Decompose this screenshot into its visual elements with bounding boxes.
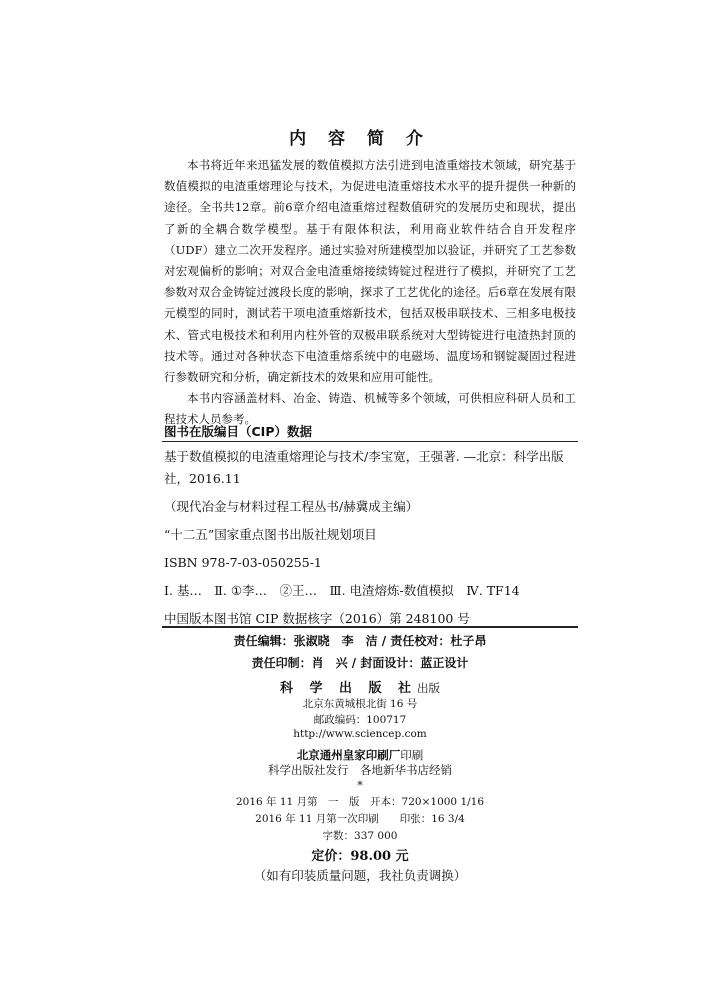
summary-paragraph-2: 本书内容涵盖材料、冶金、铸造、机械等多个领域，可供相应科研人员和工程技术人员参考。 bbox=[164, 391, 576, 427]
word-count: 字数：337 000 bbox=[322, 830, 398, 842]
publisher-name: 科 学 出 版 社 bbox=[279, 681, 418, 696]
staff-line-1: 责任编辑：张淑晓 李 洁 / 责任校对：杜子昂 bbox=[233, 634, 487, 648]
cip-number: 中国版本图书馆 CIP 数据核字（2016）第 248100 号 bbox=[164, 611, 470, 626]
cip-heading: 图书在版编目（CIP）数据 bbox=[164, 424, 312, 439]
edition-line-1: 2016 年 11 月第 一 版 开本：720×1000 1/16 bbox=[235, 796, 485, 808]
publisher-suffix: 出版 bbox=[417, 681, 441, 695]
edition-line-2: 2016 年 11 月第一次印刷 印张：16 3/4 bbox=[255, 813, 465, 825]
cip-isbn: ISBN 978-7-03-050255-1 bbox=[164, 555, 322, 570]
printer-suffix: 印刷 bbox=[400, 748, 424, 762]
publisher-postcode: 邮政编码：100717 bbox=[313, 714, 407, 726]
summary-text bbox=[164, 155, 576, 431]
staff-line-2: 责任印制：肖 兴 / 封面设计：蓝正设计 bbox=[251, 656, 469, 670]
summary-paragraph-1: 本书将近年来迅猛发展的数值模拟方法引进到电渣重熔技术领域，研究基于数值模拟的电渣重熔理论与技术，为促进电渣重熔技术水平的提升提供一种新的途径。全书共12章。前6章介绍电渣重熔过程数值研究的发展历史和现状，提出了新的全耦合数学模型。基于有限体积法，利用商业软件结合自开发程序（UDF）建立二次开发程序。通过实验对所建模型加以验证，并研究了工艺参数对宏观偏析的影响；对双合金电渣重熔接续铸锭过程进行了模拟，并研究了工艺参数对双合金铸锭过渡段长度的影响，探求了工艺优化的途径。后6章在发展有限元模型的同时，测试若干项电渣重熔新技术，包括双极串联技术、三相多电极技术、管式电极技术和利用内柱外管的双极串联系统对大型铸锭进行电渣热封顶的技术等。通过对各种状态下电渣重熔系统中的电磁场、温度场和钢锭凝固过程进行参数研究和分析，确定新技术的效果和应用可能性。 bbox=[164, 158, 576, 385]
printer-line bbox=[0, 744, 720, 763]
cip-top-rule bbox=[162, 441, 578, 442]
cip-series: （现代冶金与材料过程工程丛书/赫冀成主编） bbox=[164, 499, 419, 514]
price: 定价：98.00 元 bbox=[311, 849, 409, 864]
separator-star: * bbox=[357, 778, 363, 792]
publisher-line bbox=[0, 677, 720, 696]
cip-entry: 基于数值模拟的电渣重熔理论与技术/李宝宽，王强著. —北京：科学出版社，2016.11 bbox=[164, 449, 564, 486]
printer-name: 北京通州皇家印刷厂 bbox=[296, 748, 401, 762]
quality-note: （如有印装质量问题，我社负责调换） bbox=[253, 868, 467, 883]
cip-subjects: Ⅰ. 基… Ⅱ. ①李… ②王… Ⅲ. 电渣熔炼-数值模拟 Ⅳ. TF14 bbox=[164, 583, 520, 598]
publisher-address: 北京东黄城根北街 16 号 bbox=[302, 698, 418, 710]
cip-block bbox=[164, 446, 574, 636]
cip-bottom-rule bbox=[162, 626, 578, 628]
cip-project: “十二五”国家重点图书出版社规划项目 bbox=[164, 527, 377, 542]
publisher-url: http://www.sciencep.com bbox=[293, 728, 427, 740]
summary-title: 内 容 简 介 bbox=[289, 129, 431, 149]
distribution-line: 科学出版社发行 各地新华书店经销 bbox=[268, 763, 452, 777]
